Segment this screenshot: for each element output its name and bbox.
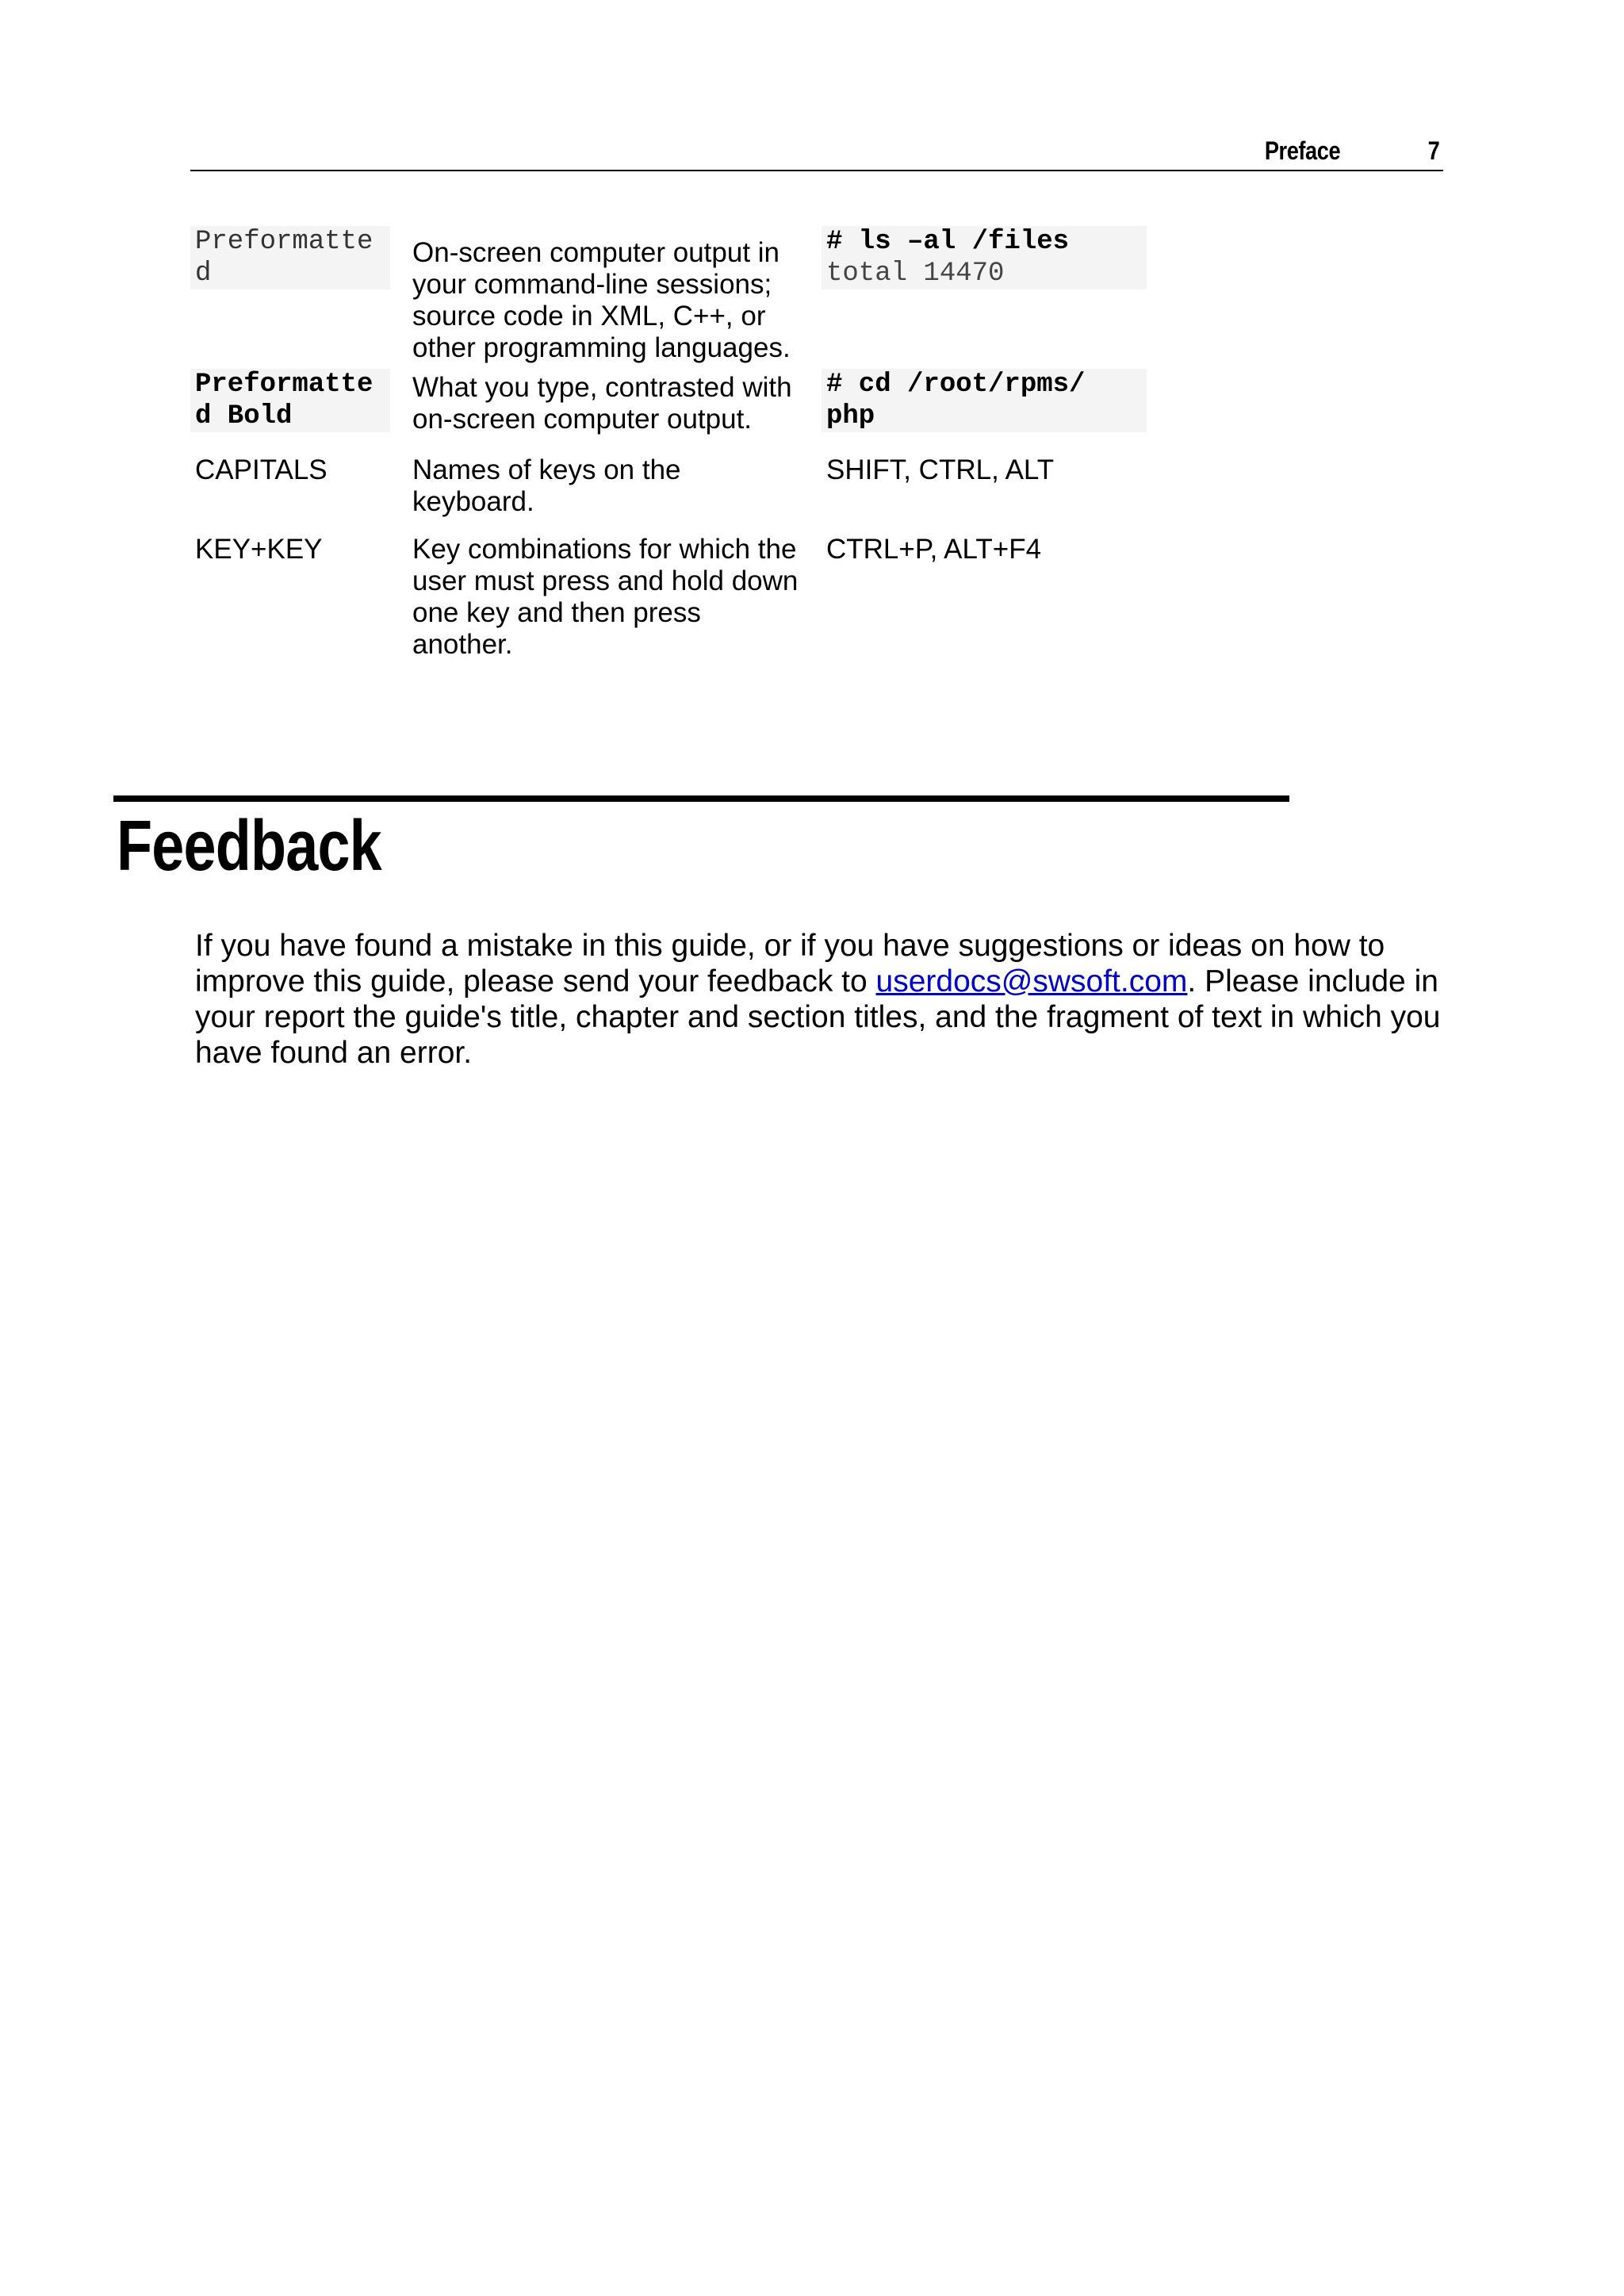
convention-style-cell: KEY+KEY [195, 534, 323, 565]
convention-meaning-cell: On-screen computer output in your command-line sessions; source code in XML, C++, or other programming languages. [412, 237, 791, 363]
convention-example-cell [822, 226, 1147, 289]
table-row [190, 369, 1158, 454]
table-row [190, 226, 1158, 369]
feedback-email-link[interactable]: userdocs@swsoft.com [875, 964, 1188, 999]
conventions-table [190, 226, 1158, 661]
header-section-title: Preface [1264, 136, 1340, 165]
convention-meaning-cell: Key combinations for which the user must press and hold down one key and then press another. [412, 534, 799, 660]
example-code-block: # cd /root/rpms/php [822, 369, 1147, 432]
section-divider [113, 795, 1289, 802]
table-row [190, 454, 1158, 534]
example-command: # ls –al /files [826, 227, 1070, 257]
example-output: total 14470 [826, 259, 1005, 289]
feedback-text-before: If you have found a mistake in this guide, or if you have suggestions or ideas on how to improve this guide, please send your feedback to [195, 929, 1385, 999]
example-code-block [822, 226, 1147, 289]
page-number: 7 [1427, 136, 1440, 165]
convention-style-cell: CAPITALS [195, 454, 327, 485]
section-title: Feedback [117, 807, 381, 886]
running-header [190, 133, 1443, 171]
convention-example-cell: SHIFT, CTRL, ALT [826, 454, 1055, 485]
convention-meaning-cell: What you type, contrasted with on-screen computer output. [412, 372, 792, 435]
feedback-text-after: . Please include in your report the guide's title, chapter and section titles, and the fragment of text in which you have found an error. [195, 964, 1441, 1070]
convention-example-cell: CTRL+P, ALT+F4 [826, 534, 1042, 565]
convention-meaning-cell: Names of keys on the keyboard. [412, 454, 681, 517]
convention-example-cell [822, 369, 1147, 432]
table-row [190, 534, 1158, 661]
feedback-paragraph [195, 928, 1464, 1071]
convention-style-cell [190, 226, 390, 289]
style-preformatted: Preformatted [190, 226, 390, 289]
style-preformatted-bold: Preformatted Bold [190, 369, 390, 432]
convention-style-cell [190, 369, 390, 432]
